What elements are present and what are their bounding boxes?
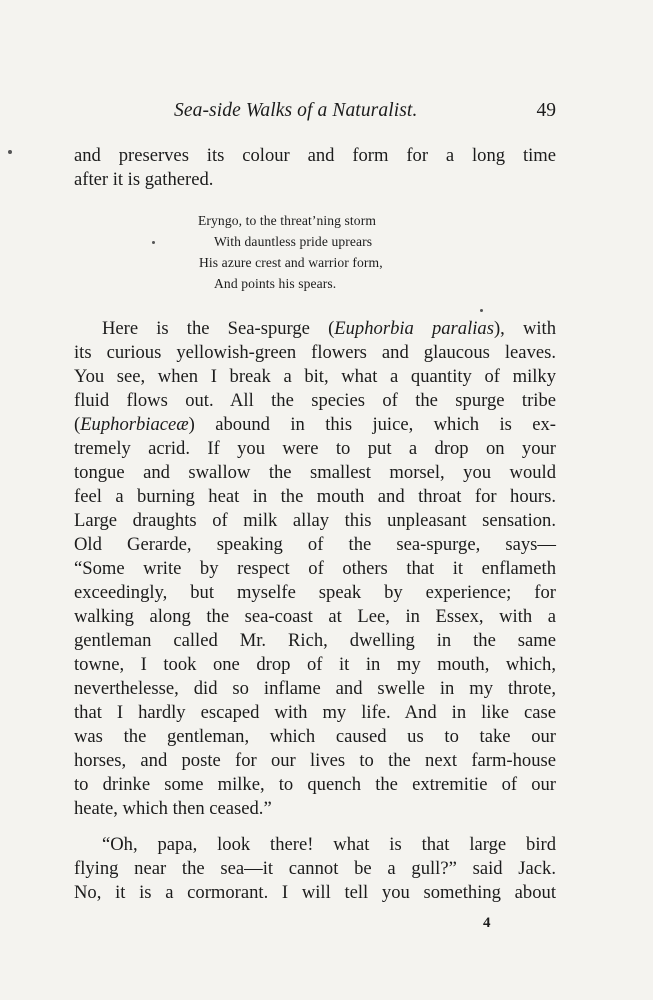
text-line: was the gentleman, which caused us to take our <box>74 726 556 747</box>
ink-speck <box>152 241 155 244</box>
text-line: horses, and poste for our lives to the next farm-house <box>74 750 556 771</box>
text-line: “Oh, papa, look there! what is that large bird <box>102 834 556 855</box>
text-line: walking along the sea-coast at Lee, in Essex, with a <box>74 606 556 627</box>
text-line: and preserves its colour and form for a long time <box>74 145 556 166</box>
text-line: Here is the Sea-spurge (Euphorbia paralias), with <box>102 318 557 339</box>
running-title: Sea-side Walks of a Naturalist. <box>174 100 418 121</box>
text-line: tongue and swallow the smallest morsel, you would <box>74 462 556 483</box>
running-head <box>74 100 556 128</box>
poem-line: Eryngo, to the threat’ning storm <box>198 213 376 228</box>
page-number: 49 <box>536 100 556 121</box>
text-line: gentleman called Mr. Rich, dwelling in the same <box>74 630 556 651</box>
text-line: Old Gerarde, speaking of the sea-spurge, says— <box>74 534 556 555</box>
text-line: towne, I took one drop of it in my mouth, which, <box>74 654 556 675</box>
text-line: tremely acrid. If you were to put a drop on your <box>74 438 556 459</box>
ink-speck <box>480 309 483 312</box>
text-line: its curious yellowish-green flowers and glaucous leaves. <box>74 342 556 363</box>
text-line: feel a burning heat in the mouth and throat for hours. <box>74 486 556 507</box>
text-line: to drinke some milke, to quench the extremitie of our <box>74 774 556 795</box>
text-line: that I hardly escaped with my life. And in like case <box>74 702 556 723</box>
text-line: (Euphorbiaceæ) abound in this juice, which is ex- <box>74 414 556 435</box>
text-line: exceedingly, but myselfe speak by experience; for <box>74 582 556 603</box>
poem-line: His azure crest and warrior form, <box>199 255 383 270</box>
text-line: fluid flows out. All the species of the spurge tribe <box>74 390 556 411</box>
text-line: Large draughts of milk allay this unpleasant sensation. <box>74 510 556 531</box>
text-line: flying near the sea—it cannot be a gull?” said Jack. <box>74 858 556 879</box>
text-line: “Some write by respect of others that it enflameth <box>74 558 556 579</box>
ink-speck <box>8 150 12 154</box>
text-line: You see, when I break a bit, what a quantity of milky <box>74 366 556 387</box>
poem-line: With dauntless pride uprears <box>214 234 373 249</box>
text-line: heate, which then ceased.” <box>74 798 272 819</box>
poem-line: And points his spears. <box>214 276 337 291</box>
text-line: neverthelesse, did so inflame and swelle in my throte, <box>74 678 556 699</box>
signature-mark: 4 <box>483 915 491 931</box>
text-line: after it is gathered. <box>74 169 214 190</box>
text-line: No, it is a cormorant. I will tell you something about <box>74 882 556 903</box>
